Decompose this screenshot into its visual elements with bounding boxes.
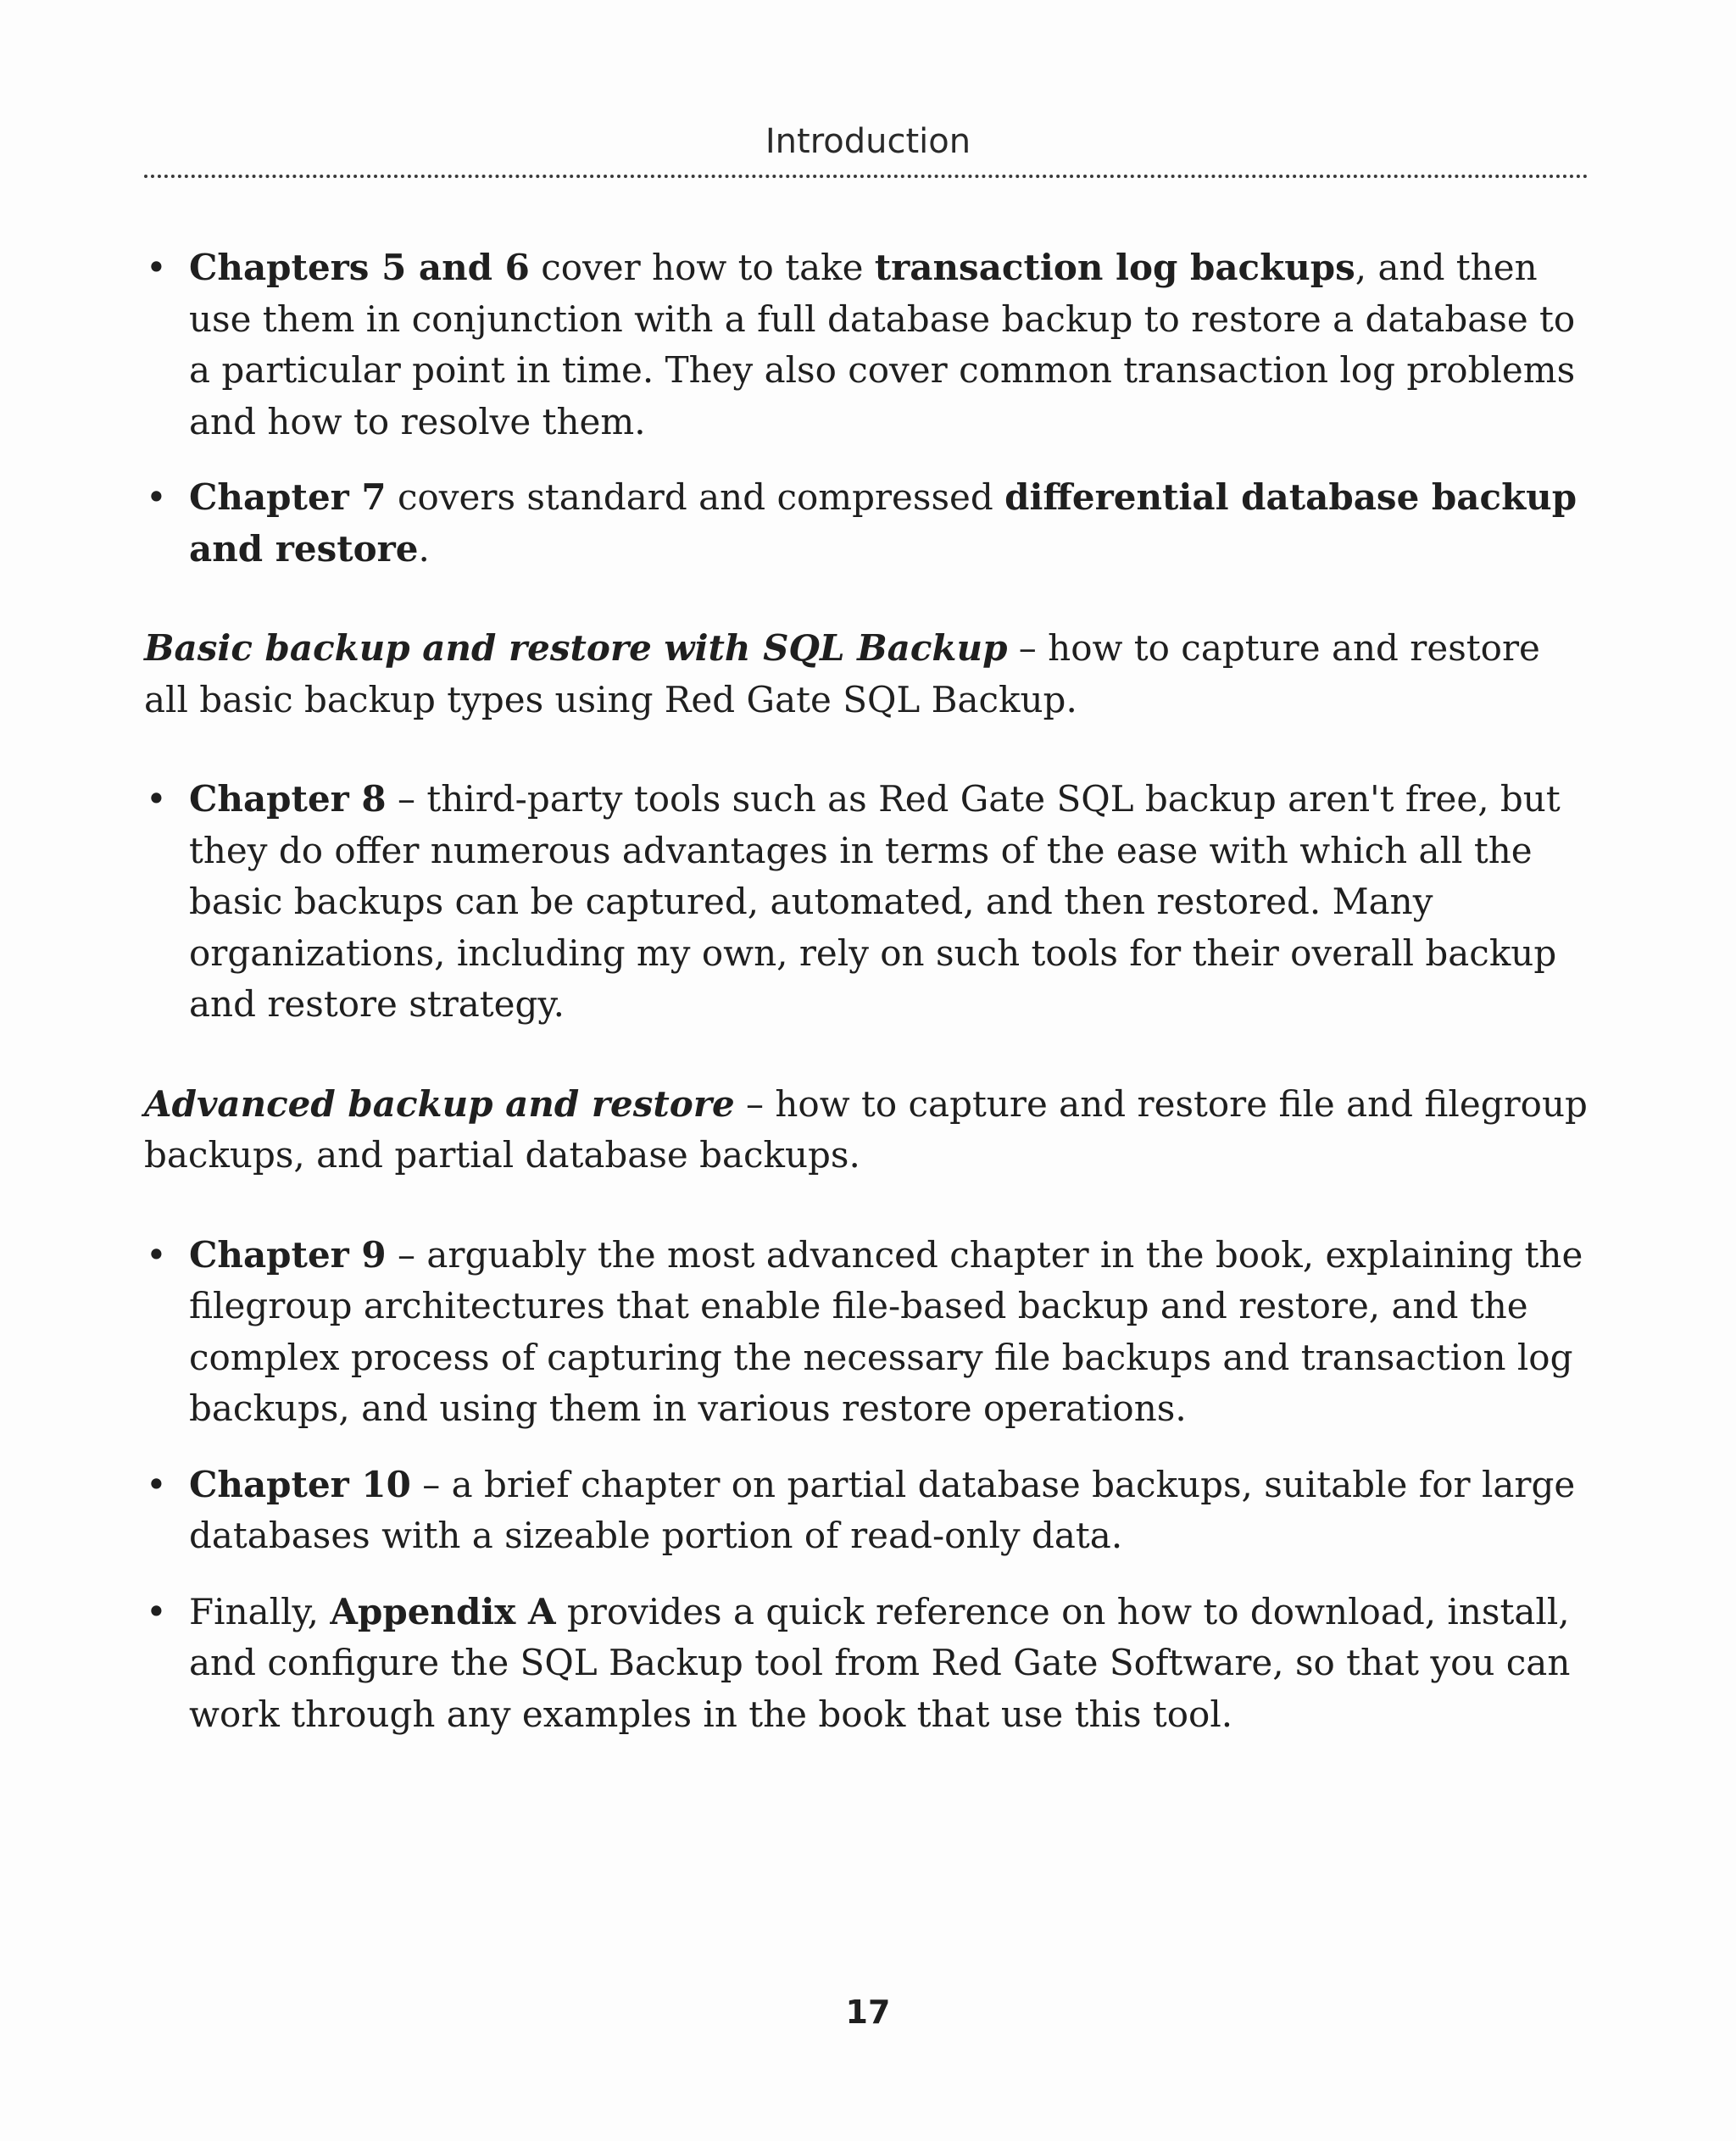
page-body [144,242,1594,1765]
bold-term: transaction log backups [874,247,1355,288]
list-item-chapter-7: • Chapter 7 covers standard and compressed differential database backup and restore. [144,472,1594,575]
bold-term: Chapter 10 [189,1463,411,1505]
list-item-chapters-5-6: • Chapters 5 and 6 cover how to take transaction log backups, and then use them in conjunction with a full database backup to restore a database to a particular point in time. They also cover common transaction log problems and how to resolve them. [144,242,1594,448]
bullet-icon: • [146,247,167,288]
bullet-icon: • [146,1463,167,1505]
bullet-list-chapter-8 [144,774,1594,1031]
page-number: 17 [845,1994,891,2031]
section-heading: Advanced backup and restore [144,1082,735,1125]
bold-term: Chapter 8 [189,778,387,820]
bullet-list-chapters-9-appendix [144,1230,1594,1741]
bold-term: Chapter 7 [189,476,387,518]
list-item-appendix-a: • Finally, Appendix A provides a quick reference on how to download, install, and configure the SQL Backup tool from Red Gate Software, so that you can work through any examples in the book that use this tool. [144,1587,1594,1741]
bold-term: Appendix A [330,1590,556,1632]
section-heading: Basic backup and restore with SQL Backup [144,627,1008,669]
bullet-icon: • [146,476,167,518]
list-item-chapter-10: • Chapter 10 – a brief chapter on partial database backups, suitable for large databases with a sizeable portion of read-only data. [144,1460,1594,1562]
bold-term: Chapter 9 [189,1233,387,1276]
bullet-icon: • [146,1590,167,1632]
header-dotted-rule [144,175,1589,178]
bullet-icon: • [146,1233,167,1276]
running-header: Introduction [765,122,971,161]
section-basic-sql-backup: Basic backup and restore with SQL Backup – how to capture and restore all basic backup types using Red Gate SQL Backup. [144,627,1540,720]
bold-term: differential database backup and restore [189,476,1577,570]
bullet-list-chapters-5-7 [144,242,1594,575]
bold-term: Chapters 5 and 6 [189,247,530,288]
list-item-chapter-9: • Chapter 9 – arguably the most advanced chapter in the book, explaining the filegroup architectures that enable file-based backup and restore, and the complex process of capturing the necessary file backups and transaction log backups, and using them in various restore operations. [144,1230,1594,1435]
list-item-chapter-8: • Chapter 8 – third-party tools such as Red Gate SQL backup aren't free, but they do offer numerous advantages in terms of the ease with which all the basic backups can be captured, automated, and then restored. Many organizations, including my own, rely on such tools for their overall backup and restore strategy. [144,774,1594,1031]
section-advanced-backup: Advanced backup and restore – how to capture and restore file and filegroup backups, and partial database backups. [144,1082,1588,1176]
bullet-icon: • [146,778,167,820]
